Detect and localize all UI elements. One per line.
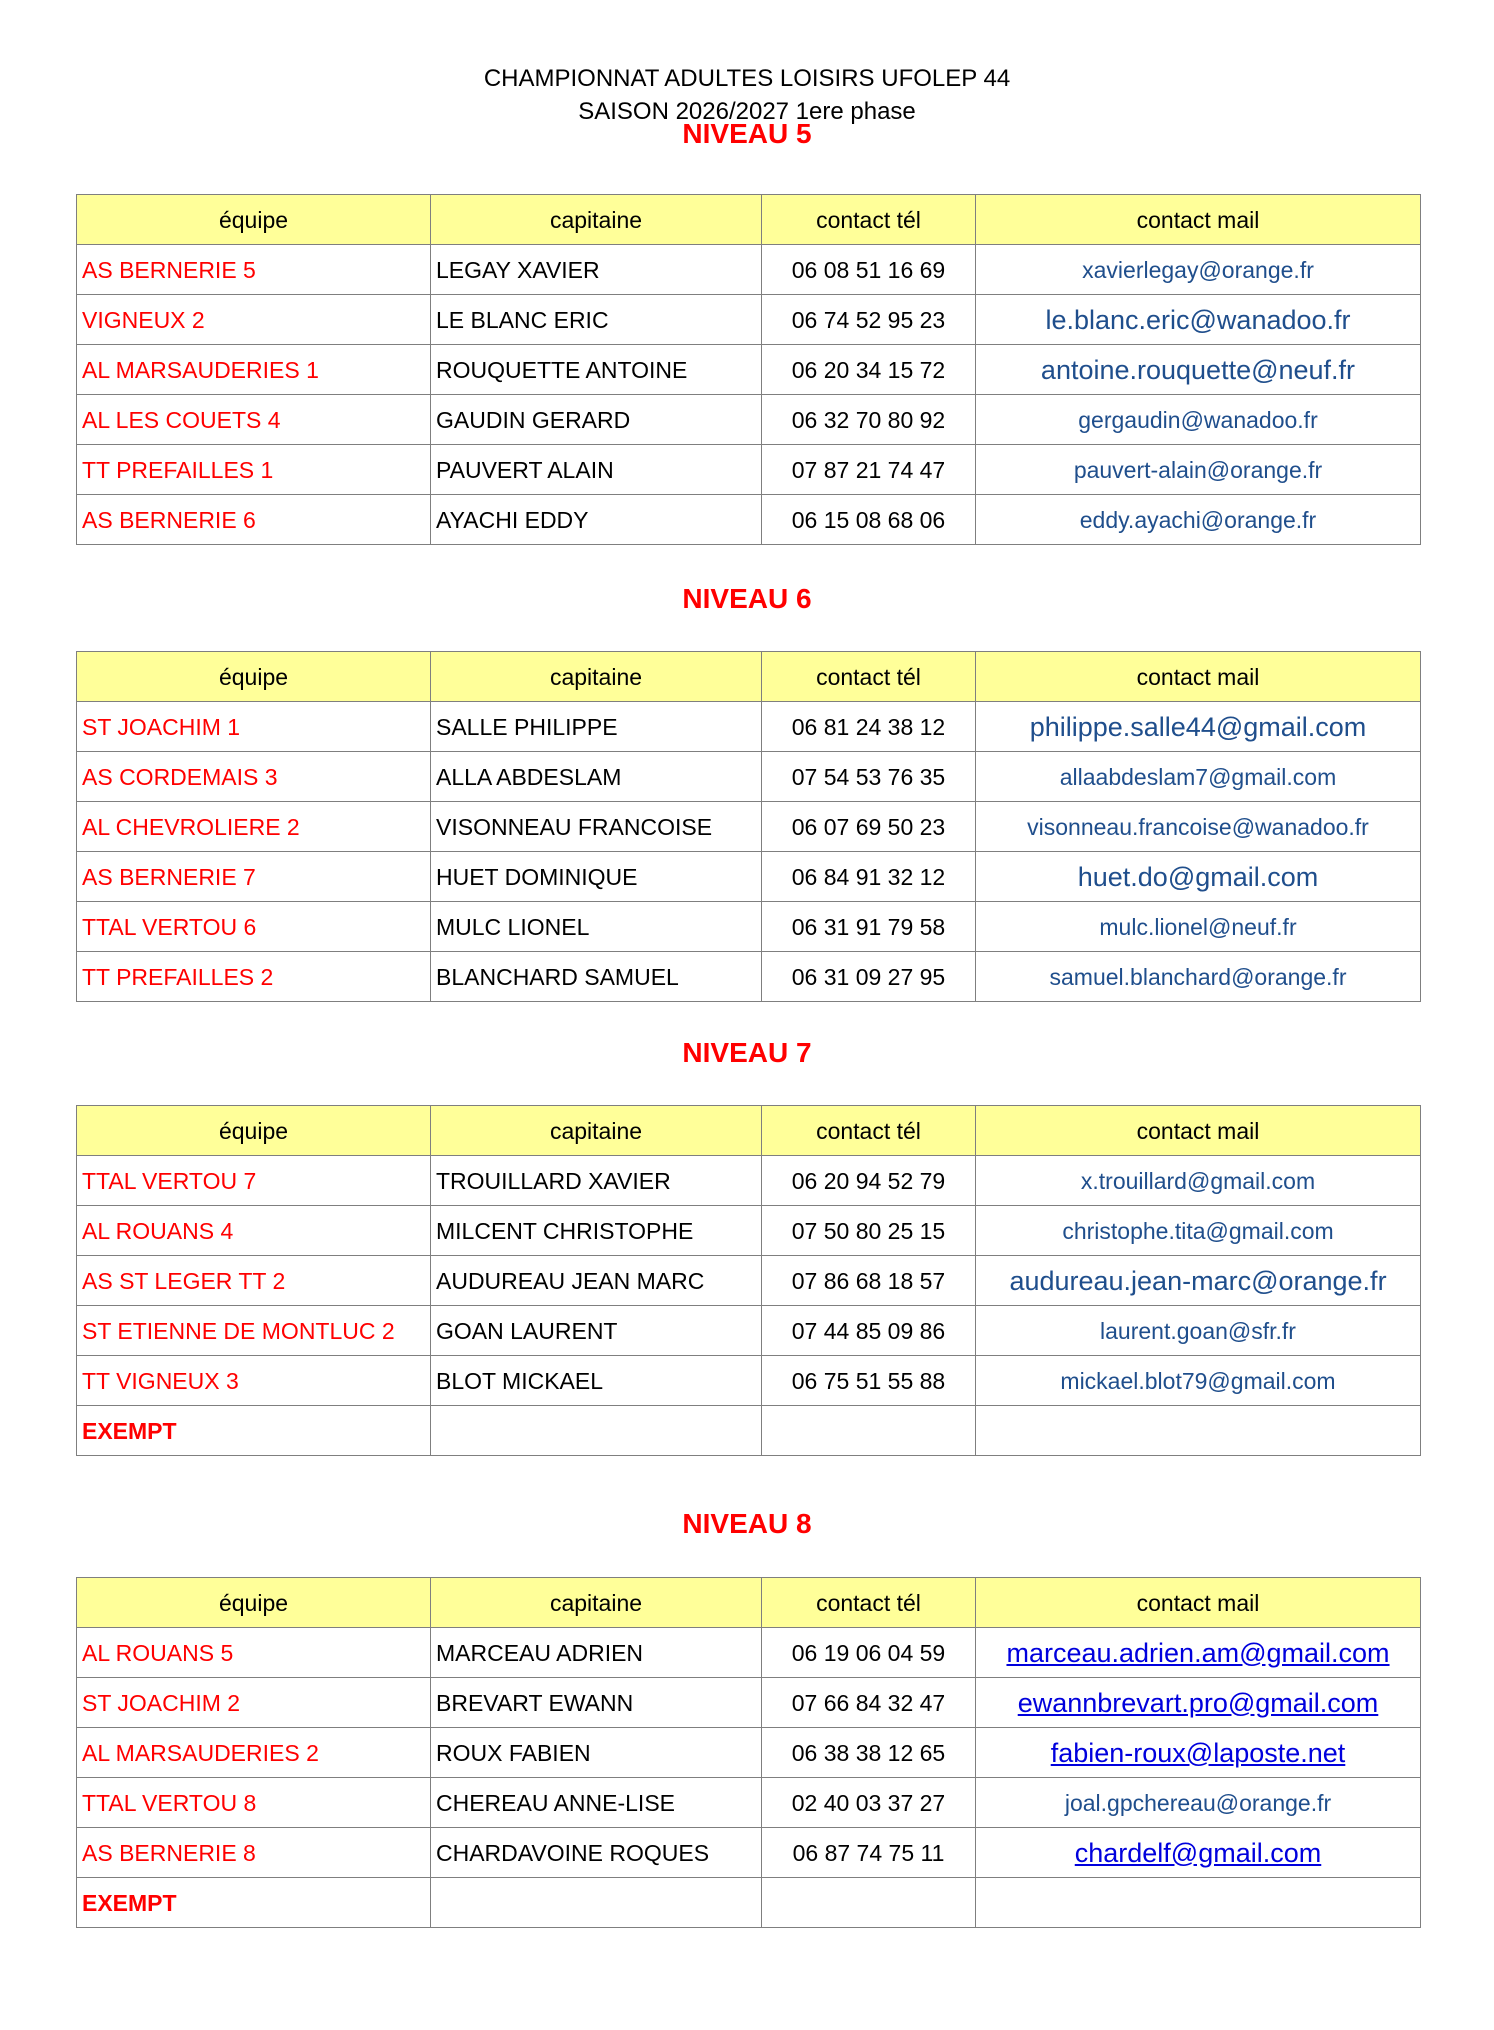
team-cell: AS ST LEGER TT 2 bbox=[77, 1256, 431, 1306]
column-header: contact mail bbox=[976, 1106, 1421, 1156]
level-table bbox=[76, 651, 1421, 1002]
captain-cell: PAUVERT ALAIN bbox=[431, 445, 762, 495]
table-header-row bbox=[77, 1578, 1421, 1628]
team-cell: AL MARSAUDERIES 2 bbox=[77, 1728, 431, 1778]
table-row bbox=[77, 295, 1421, 345]
column-header: capitaine bbox=[431, 1106, 762, 1156]
column-header: contact mail bbox=[976, 195, 1421, 245]
column-header: équipe bbox=[77, 1578, 431, 1628]
table-header-row bbox=[77, 652, 1421, 702]
phone-cell: 06 81 24 38 12 bbox=[762, 702, 976, 752]
table-header-row bbox=[77, 195, 1421, 245]
captain-cell: CHEREAU ANNE-LISE bbox=[431, 1778, 762, 1828]
team-cell: AS BERNERIE 8 bbox=[77, 1828, 431, 1878]
captain-cell bbox=[431, 1878, 762, 1928]
table-row bbox=[77, 902, 1421, 952]
phone-cell: 07 50 80 25 15 bbox=[762, 1206, 976, 1256]
table-row bbox=[77, 245, 1421, 295]
captain-cell: SALLE PHILIPPE bbox=[431, 702, 762, 752]
table-row bbox=[77, 1628, 1421, 1678]
team-cell: TTAL VERTOU 6 bbox=[77, 902, 431, 952]
column-header: contact tél bbox=[762, 1578, 976, 1628]
email-cell[interactable]: antoine.rouquette@neuf.fr bbox=[976, 345, 1421, 395]
column-header: équipe bbox=[77, 652, 431, 702]
table-row bbox=[77, 1828, 1421, 1878]
phone-cell: 06 19 06 04 59 bbox=[762, 1628, 976, 1678]
team-cell: TT PREFAILLES 2 bbox=[77, 952, 431, 1002]
level-table bbox=[76, 1577, 1421, 1928]
captain-cell: GAUDIN GERARD bbox=[431, 395, 762, 445]
phone-cell: 06 08 51 16 69 bbox=[762, 245, 976, 295]
captain-cell: CHARDAVOINE ROQUES bbox=[431, 1828, 762, 1878]
captain-cell: BREVART EWANN bbox=[431, 1678, 762, 1728]
email-cell[interactable]: chardelf@gmail.com bbox=[976, 1828, 1421, 1878]
team-cell: VIGNEUX 2 bbox=[77, 295, 431, 345]
email-cell[interactable]: fabien-roux@laposte.net bbox=[976, 1728, 1421, 1778]
captain-cell bbox=[431, 1406, 762, 1456]
team-cell: AS BERNERIE 6 bbox=[77, 495, 431, 545]
phone-cell: 06 07 69 50 23 bbox=[762, 802, 976, 852]
table-row bbox=[77, 1728, 1421, 1778]
column-header: capitaine bbox=[431, 1578, 762, 1628]
team-cell: EXEMPT bbox=[77, 1406, 431, 1456]
team-cell: ST JOACHIM 2 bbox=[77, 1678, 431, 1728]
email-cell bbox=[976, 1406, 1421, 1456]
email-cell[interactable]: laurent.goan@sfr.fr bbox=[976, 1306, 1421, 1356]
table-row bbox=[77, 752, 1421, 802]
level-title: NIVEAU 5 bbox=[682, 118, 812, 149]
email-cell[interactable]: pauvert-alain@orange.fr bbox=[976, 445, 1421, 495]
column-header: contact tél bbox=[762, 1106, 976, 1156]
column-header: contact mail bbox=[976, 652, 1421, 702]
phone-cell: 06 20 94 52 79 bbox=[762, 1156, 976, 1206]
phone-cell: 06 74 52 95 23 bbox=[762, 295, 976, 345]
table-row bbox=[77, 495, 1421, 545]
captain-cell: HUET DOMINIQUE bbox=[431, 852, 762, 902]
table-row bbox=[77, 1356, 1421, 1406]
table-row bbox=[77, 1206, 1421, 1256]
level-table bbox=[76, 1105, 1421, 1456]
table-row bbox=[77, 345, 1421, 395]
column-header: capitaine bbox=[431, 652, 762, 702]
email-cell[interactable]: gergaudin@wanadoo.fr bbox=[976, 395, 1421, 445]
table-row bbox=[77, 1878, 1421, 1928]
captain-cell: AYACHI EDDY bbox=[431, 495, 762, 545]
level-title: NIVEAU 6 bbox=[682, 583, 812, 614]
column-header: équipe bbox=[77, 195, 431, 245]
phone-cell: 06 31 91 79 58 bbox=[762, 902, 976, 952]
level-title: NIVEAU 7 bbox=[682, 1037, 812, 1068]
email-cell[interactable]: visonneau.francoise@wanadoo.fr bbox=[976, 802, 1421, 852]
phone-cell: 06 84 91 32 12 bbox=[762, 852, 976, 902]
phone-cell: 06 31 09 27 95 bbox=[762, 952, 976, 1002]
phone-cell bbox=[762, 1406, 976, 1456]
table-row bbox=[77, 852, 1421, 902]
email-cell[interactable]: eddy.ayachi@orange.fr bbox=[976, 495, 1421, 545]
team-cell: TTAL VERTOU 8 bbox=[77, 1778, 431, 1828]
phone-cell: 07 44 85 09 86 bbox=[762, 1306, 976, 1356]
team-cell: TTAL VERTOU 7 bbox=[77, 1156, 431, 1206]
phone-cell: 06 38 38 12 65 bbox=[762, 1728, 976, 1778]
table-row bbox=[77, 702, 1421, 752]
team-cell: AL ROUANS 5 bbox=[77, 1628, 431, 1678]
table-row bbox=[77, 395, 1421, 445]
phone-cell: 06 75 51 55 88 bbox=[762, 1356, 976, 1406]
email-cell[interactable]: x.trouillard@gmail.com bbox=[976, 1156, 1421, 1206]
table-row bbox=[77, 952, 1421, 1002]
captain-cell: ALLA ABDESLAM bbox=[431, 752, 762, 802]
email-cell[interactable]: huet.do@gmail.com bbox=[976, 852, 1421, 902]
table-header-row bbox=[77, 1106, 1421, 1156]
email-cell bbox=[976, 1878, 1421, 1928]
table-row bbox=[77, 1156, 1421, 1206]
captain-cell: TROUILLARD XAVIER bbox=[431, 1156, 762, 1206]
team-cell: TT PREFAILLES 1 bbox=[77, 445, 431, 495]
championship-title: CHAMPIONNAT ADULTES LOISIRS UFOLEP 44 bbox=[483, 65, 1011, 92]
captain-cell: MARCEAU ADRIEN bbox=[431, 1628, 762, 1678]
table-row bbox=[77, 1778, 1421, 1828]
email-cell[interactable]: ewannbrevart.pro@gmail.com bbox=[976, 1678, 1421, 1728]
column-header: équipe bbox=[77, 1106, 431, 1156]
email-cell[interactable]: joal.gpchereau@orange.fr bbox=[976, 1778, 1421, 1828]
team-cell: TT VIGNEUX 3 bbox=[77, 1356, 431, 1406]
phone-cell: 06 15 08 68 06 bbox=[762, 495, 976, 545]
phone-cell: 07 66 84 32 47 bbox=[762, 1678, 976, 1728]
phone-cell: 06 20 34 15 72 bbox=[762, 345, 976, 395]
table-row bbox=[77, 1306, 1421, 1356]
phone-cell bbox=[762, 1878, 976, 1928]
phone-cell: 02 40 03 37 27 bbox=[762, 1778, 976, 1828]
captain-cell: LE BLANC ERIC bbox=[431, 295, 762, 345]
captain-cell: MULC LIONEL bbox=[431, 902, 762, 952]
email-cell[interactable]: audureau.jean-marc@orange.fr bbox=[976, 1256, 1421, 1306]
captain-cell: LEGAY XAVIER bbox=[431, 245, 762, 295]
phone-cell: 07 87 21 74 47 bbox=[762, 445, 976, 495]
team-cell: AS BERNERIE 5 bbox=[77, 245, 431, 295]
team-cell: ST JOACHIM 1 bbox=[77, 702, 431, 752]
email-cell[interactable]: christophe.tita@gmail.com bbox=[976, 1206, 1421, 1256]
team-cell: AL MARSAUDERIES 1 bbox=[77, 345, 431, 395]
team-cell: AS CORDEMAIS 3 bbox=[77, 752, 431, 802]
captain-cell: VISONNEAU FRANCOISE bbox=[431, 802, 762, 852]
phone-cell: 06 32 70 80 92 bbox=[762, 395, 976, 445]
captain-cell: MILCENT CHRISTOPHE bbox=[431, 1206, 762, 1256]
team-cell: AL LES COUETS 4 bbox=[77, 395, 431, 445]
team-cell: ST ETIENNE DE MONTLUC 2 bbox=[77, 1306, 431, 1356]
table-row bbox=[77, 1256, 1421, 1306]
season-subtitle: SAISON 2026/2027 1ere phase bbox=[578, 98, 916, 125]
phone-cell: 07 86 68 18 57 bbox=[762, 1256, 976, 1306]
team-cell: AL ROUANS 4 bbox=[77, 1206, 431, 1256]
level-title: NIVEAU 8 bbox=[682, 1508, 812, 1539]
email-cell[interactable]: samuel.blanchard@orange.fr bbox=[976, 952, 1421, 1002]
email-cell[interactable]: mulc.lionel@neuf.fr bbox=[976, 902, 1421, 952]
captain-cell: GOAN LAURENT bbox=[431, 1306, 762, 1356]
team-cell: AS BERNERIE 7 bbox=[77, 852, 431, 902]
captain-cell: ROUQUETTE ANTOINE bbox=[431, 345, 762, 395]
column-header: contact tél bbox=[762, 652, 976, 702]
table-row bbox=[77, 1678, 1421, 1728]
email-cell[interactable]: mickael.blot79@gmail.com bbox=[976, 1356, 1421, 1406]
column-header: capitaine bbox=[431, 195, 762, 245]
captain-cell: AUDUREAU JEAN MARC bbox=[431, 1256, 762, 1306]
table-row bbox=[77, 1406, 1421, 1456]
email-cell[interactable]: allaabdeslam7@gmail.com bbox=[976, 752, 1421, 802]
email-cell[interactable]: xavierlegay@orange.fr bbox=[976, 245, 1421, 295]
team-cell: EXEMPT bbox=[77, 1878, 431, 1928]
email-cell[interactable]: marceau.adrien.am@gmail.com bbox=[976, 1628, 1421, 1678]
column-header: contact mail bbox=[976, 1578, 1421, 1628]
phone-cell: 06 87 74 75 11 bbox=[762, 1828, 976, 1878]
column-header: contact tél bbox=[762, 195, 976, 245]
email-cell[interactable]: le.blanc.eric@wanadoo.fr bbox=[976, 295, 1421, 345]
phone-cell: 07 54 53 76 35 bbox=[762, 752, 976, 802]
captain-cell: BLANCHARD SAMUEL bbox=[431, 952, 762, 1002]
level-table bbox=[76, 194, 1421, 545]
table-row bbox=[77, 445, 1421, 495]
captain-cell: ROUX FABIEN bbox=[431, 1728, 762, 1778]
captain-cell: BLOT MICKAEL bbox=[431, 1356, 762, 1406]
team-cell: AL CHEVROLIERE 2 bbox=[77, 802, 431, 852]
email-cell[interactable]: philippe.salle44@gmail.com bbox=[976, 702, 1421, 752]
table-row bbox=[77, 802, 1421, 852]
